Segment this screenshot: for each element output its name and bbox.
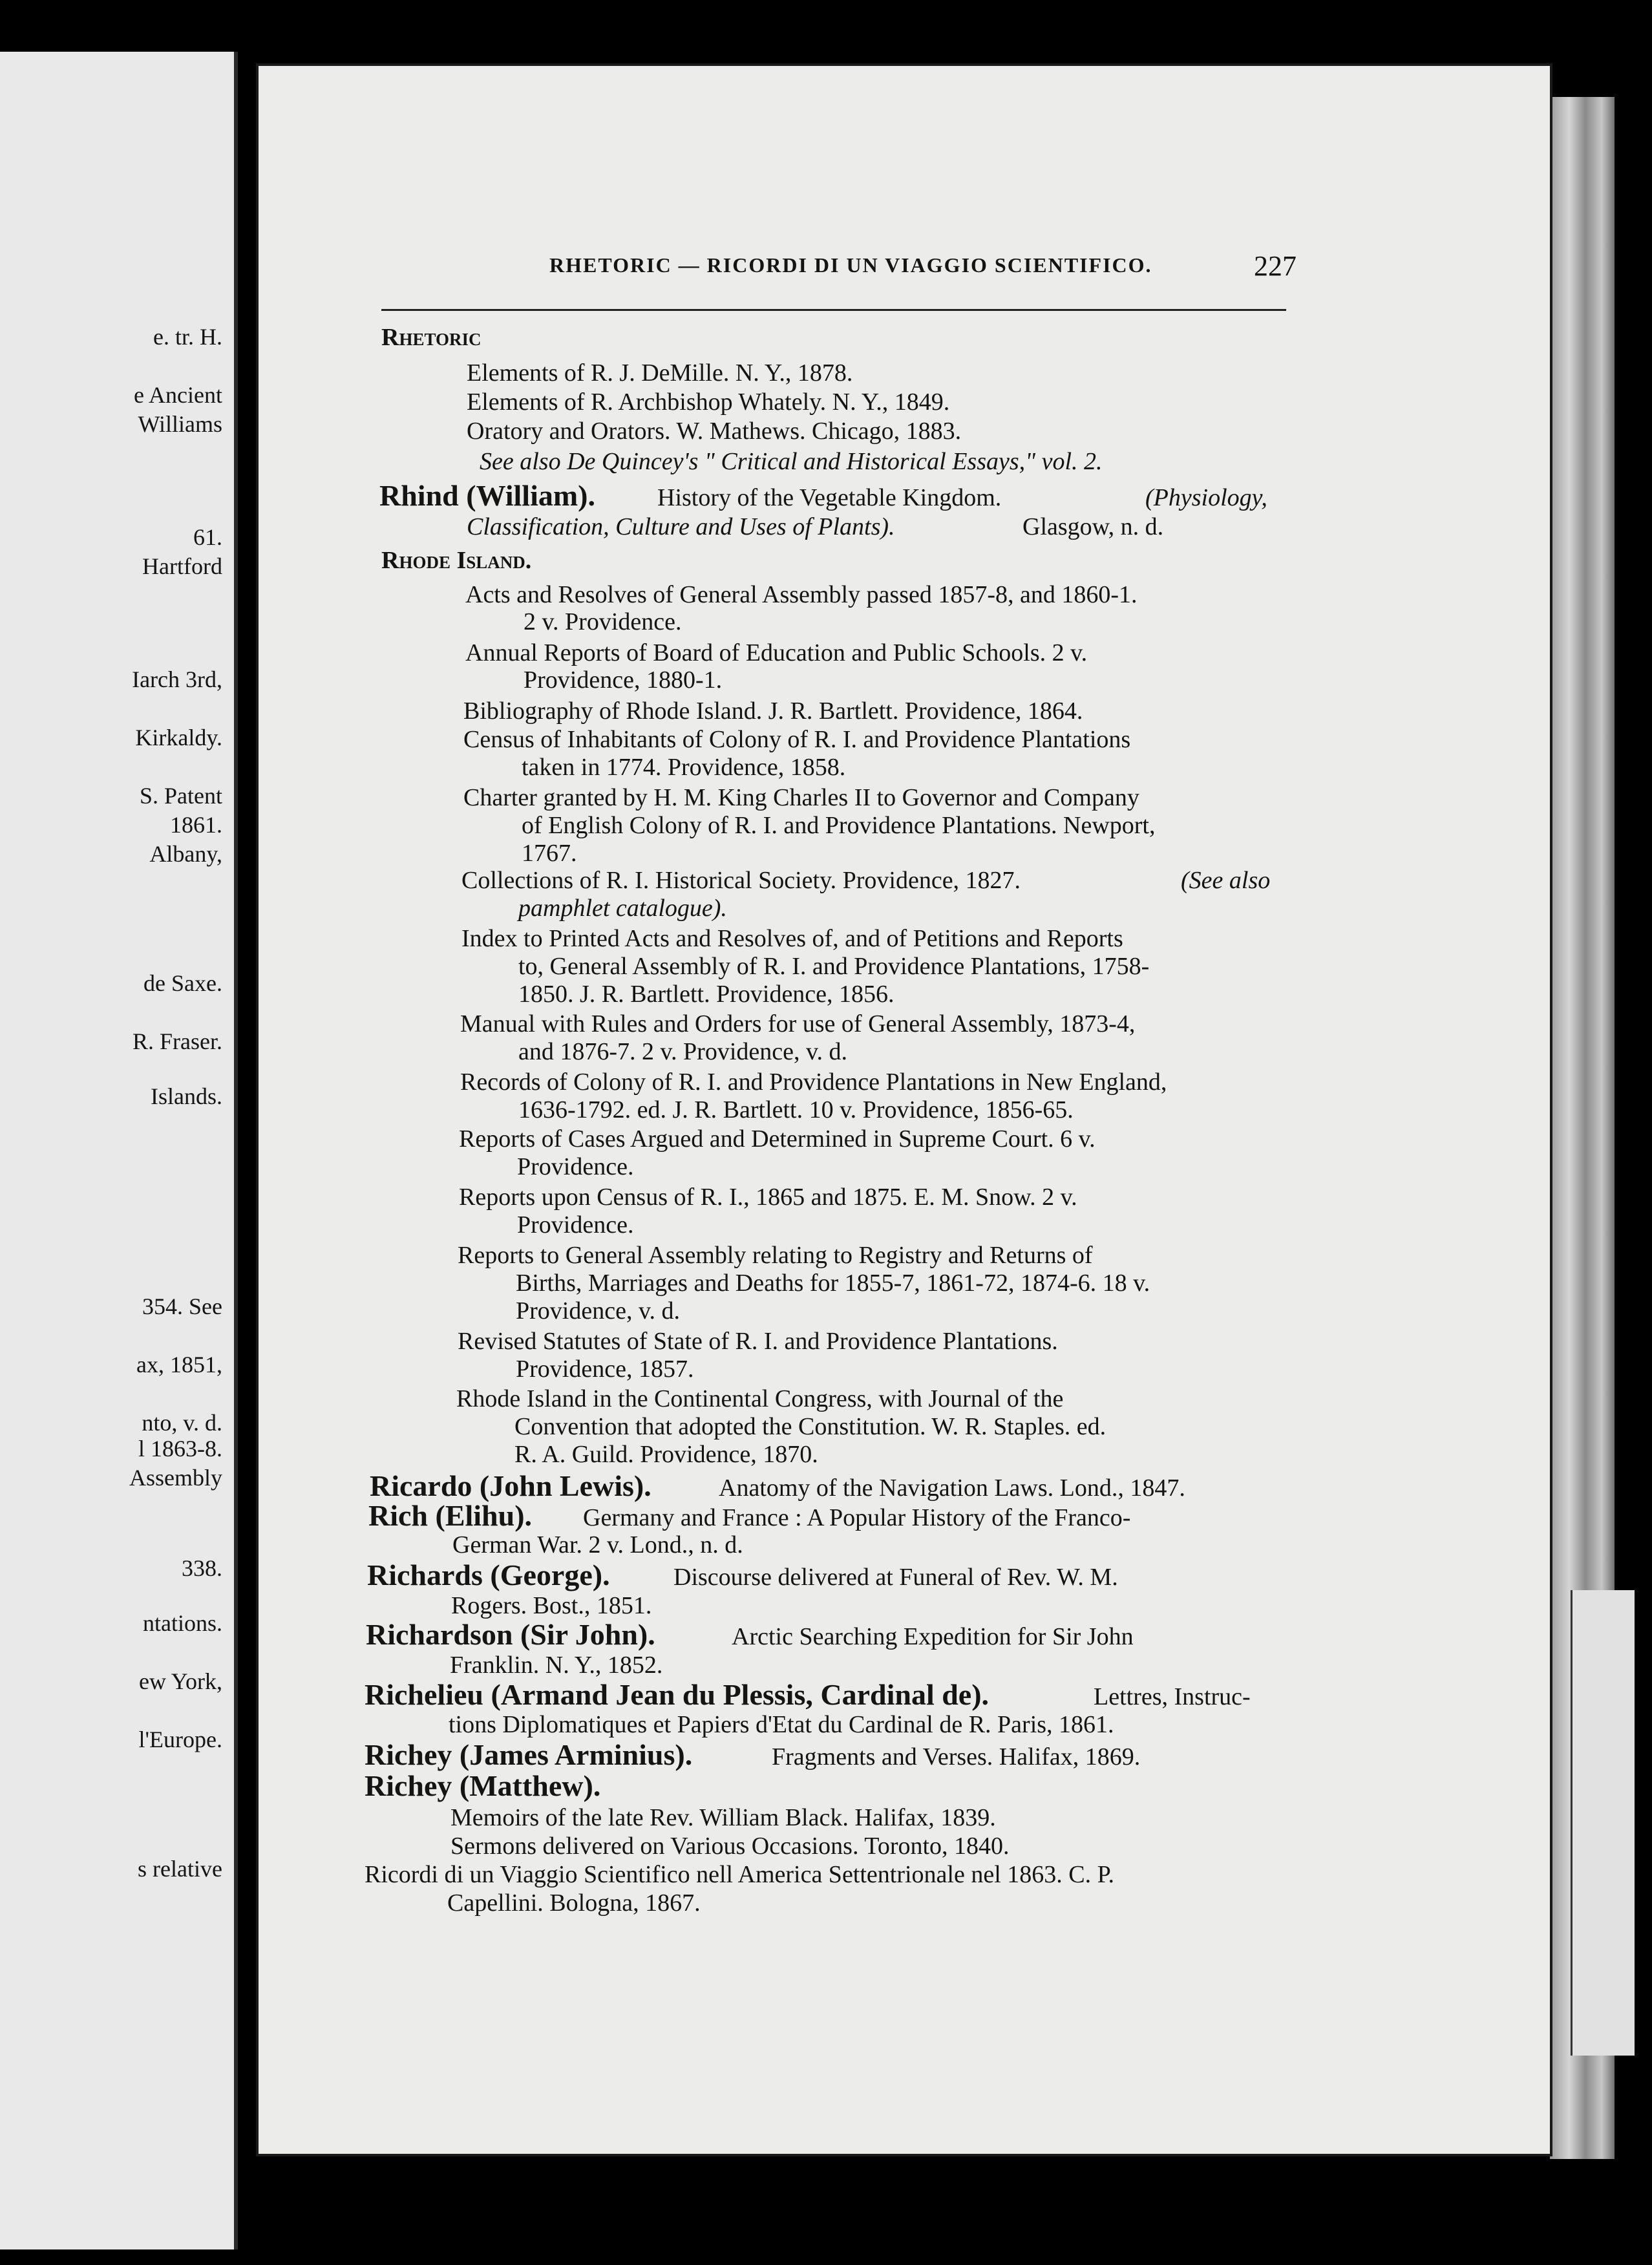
left-page-line: ntations. — [143, 1610, 222, 1636]
left-page-line: e. tr. H. — [153, 324, 222, 350]
subject-heading: Rhode Island. — [381, 547, 532, 574]
entry-line: Capellini. Bologna, 1867. — [447, 1889, 701, 1917]
entry-line: Glasgow, n. d. — [1022, 513, 1164, 540]
left-page-line: Williams — [138, 411, 222, 437]
left-page-line: 354. See — [142, 1293, 222, 1319]
entry-line: to, General Assembly of R. I. and Providence Plantations, 1758- — [518, 953, 1150, 980]
entry-line: Charter granted by H. M. King Charles II to Governor and Company — [463, 784, 1139, 811]
entry-line: Lettres, Instruc- — [1094, 1683, 1251, 1710]
page-edge-lower — [1571, 1590, 1635, 2056]
entry-line: 1636-1792. ed. J. R. Bartlett. 10 v. Providence, 1856-65. — [518, 1096, 1074, 1123]
entry-line: taken in 1774. Providence, 1858. — [522, 754, 846, 781]
left-page-line: R. Fraser. — [132, 1028, 222, 1054]
left-page-line: 61. — [193, 524, 222, 550]
left-page-line: s relative — [138, 1856, 222, 1882]
left-page-line: nto, v. d. — [142, 1410, 222, 1436]
entry-line: Index to Printed Acts and Resolves of, and of Petitions and Reports — [461, 925, 1123, 952]
entry-line: Oratory and Orators. W. Mathews. Chicago, 1883. — [467, 418, 962, 445]
entry-line: Memoirs of the late Rev. William Black. Halifax, 1839. — [450, 1804, 996, 1831]
entry-line: Revised Statutes of State of R. I. and Providence Plantations. — [458, 1328, 1058, 1355]
entry-line: Records of Colony of R. I. and Providence Plantations in New England, — [460, 1069, 1167, 1096]
entry-heading: Rhind (William). — [379, 479, 595, 512]
entry-heading: Ricardo (John Lewis). — [370, 1469, 651, 1502]
entry-heading: Rich (Elihu). — [368, 1499, 533, 1532]
entry-line: Ricordi di un Viaggio Scientifico nell America Settentrionale nel 1863. C. P. — [365, 1861, 1115, 1888]
left-page-line: 338. — [182, 1555, 222, 1581]
entry-line: Census of Inhabitants of Colony of R. I. and Providence Plantations — [463, 726, 1131, 753]
entry-line: and 1876-7. 2 v. Providence, v. d. — [518, 1038, 848, 1065]
left-page-line: l 1863-8. — [138, 1436, 222, 1462]
entry-line: 1850. J. R. Bartlett. Providence, 1856. — [518, 981, 895, 1008]
entry-line: Annual Reports of Board of Education and Public Schools. 2 v. — [465, 639, 1088, 666]
entry-line: Providence, v. d. — [516, 1297, 680, 1324]
entry-line: R. A. Guild. Providence, 1870. — [514, 1441, 818, 1468]
page-number: 227 — [1254, 250, 1297, 282]
left-page-line: S. Patent — [139, 783, 222, 809]
entry-line: Elements of R. J. DeMille. N. Y., 1878. — [467, 359, 853, 387]
entry-line: Bibliography of Rhode Island. J. R. Bartlett. Providence, 1864. — [463, 697, 1083, 725]
entry-line: pamphlet catalogue). — [518, 895, 727, 922]
header-rule — [381, 309, 1286, 311]
entry-line: Reports of Cases Argued and Determined in Supreme Court. 6 v. — [459, 1125, 1096, 1153]
entry-heading: Richey (Matthew). — [365, 1769, 601, 1802]
entry-heading: Richelieu (Armand Jean du Plessis, Cardinal de). — [365, 1678, 990, 1711]
entry-line: Classification, Culture and Uses of Plants). — [467, 513, 895, 540]
entry-line: Elements of R. Archbishop Whately. N. Y., 1849. — [467, 388, 950, 416]
entry-line: tions Diplomatiques et Papiers d'Etat du Cardinal de R. Paris, 1861. — [449, 1711, 1114, 1738]
left-page-line: Iarch 3rd, — [132, 666, 222, 692]
entry-line: Reports upon Census of R. I., 1865 and 1875. E. M. Snow. 2 v. — [459, 1184, 1077, 1211]
entry-line: Providence, 1857. — [516, 1356, 694, 1383]
entry-line: Manual with Rules and Orders for use of General Assembly, 1873-4, — [460, 1010, 1136, 1037]
entry-line: Sermons delivered on Various Occasions. Toronto, 1840. — [450, 1833, 1010, 1860]
left-page-line: e Ancient — [134, 382, 222, 408]
left-page-line: Albany, — [149, 841, 222, 867]
left-page-line: l'Europe. — [138, 1727, 222, 1752]
entry-line: Arctic Searching Expedition for Sir John — [732, 1623, 1134, 1650]
left-page-line: Islands. — [151, 1083, 222, 1109]
entry-line: Discourse delivered at Funeral of Rev. W. M. — [673, 1564, 1118, 1591]
entry-line: Providence. — [517, 1211, 634, 1239]
running-title: RHETORIC — RICORDI DI UN VIAGGIO SCIENTIFICO. — [549, 253, 1152, 277]
left-page-line: ew York, — [138, 1668, 222, 1694]
entry-line: Rhode Island in the Continental Congress, with Journal of the — [456, 1385, 1064, 1412]
entry-line: Franklin. N. Y., 1852. — [450, 1652, 663, 1679]
left-page-line: Hartford — [142, 553, 222, 579]
entry-line: Providence. — [517, 1153, 634, 1180]
entry-line: Anatomy of the Navigation Laws. Lond., 1847. — [719, 1474, 1185, 1502]
entry-line: 2 v. Providence. — [524, 608, 682, 635]
entry-line: Rogers. Bost., 1851. — [451, 1592, 652, 1619]
entry-line: German War. 2 v. Lond., n. d. — [452, 1531, 743, 1558]
entry-line: (Physiology, — [1145, 484, 1267, 511]
entry-line: (See also — [1181, 867, 1271, 894]
entry-line: Acts and Resolves of General Assembly passed 1857-8, and 1860-1. — [465, 581, 1138, 608]
entry-line: Collections of R. I. Historical Society. Providence, 1827. — [461, 867, 1021, 894]
entry-line: Reports to General Assembly relating to Registry and Returns of — [458, 1242, 1093, 1269]
entry-line: of English Colony of R. I. and Providence Plantations. Newport, — [522, 812, 1156, 839]
entry-line: See also De Quincey's " Critical and Historical Essays," vol. 2. — [480, 448, 1103, 475]
entry-line: Convention that adopted the Constitution. W. R. Staples. ed. — [514, 1413, 1107, 1440]
entry-line: History of the Vegetable Kingdom. — [657, 484, 1002, 511]
left-page-line: Kirkaldy. — [135, 725, 222, 750]
entry-line: Germany and France : A Popular History of the Franco- — [583, 1504, 1131, 1531]
entry-line: Providence, 1880-1. — [524, 666, 723, 694]
subject-heading: Rhetoric — [381, 324, 482, 351]
entry-line: Fragments and Verses. Halifax, 1869. — [772, 1743, 1141, 1771]
left-page-line: de Saxe. — [143, 970, 222, 996]
entry-line: Births, Marriages and Deaths for 1855-7, 1861-72, 1874-6. 18 v. — [516, 1270, 1150, 1297]
entry-line: 1767. — [522, 840, 577, 867]
left-page-line: ax, 1851, — [136, 1352, 222, 1377]
left-page-line: Assembly — [129, 1465, 222, 1491]
entry-heading: Richey (James Arminius). — [365, 1738, 693, 1771]
left-page-fragment — [0, 52, 238, 2249]
entry-heading: Richards (George). — [367, 1558, 610, 1591]
left-page-line: 1861. — [170, 812, 222, 838]
entry-heading: Richardson (Sir John). — [366, 1618, 655, 1651]
